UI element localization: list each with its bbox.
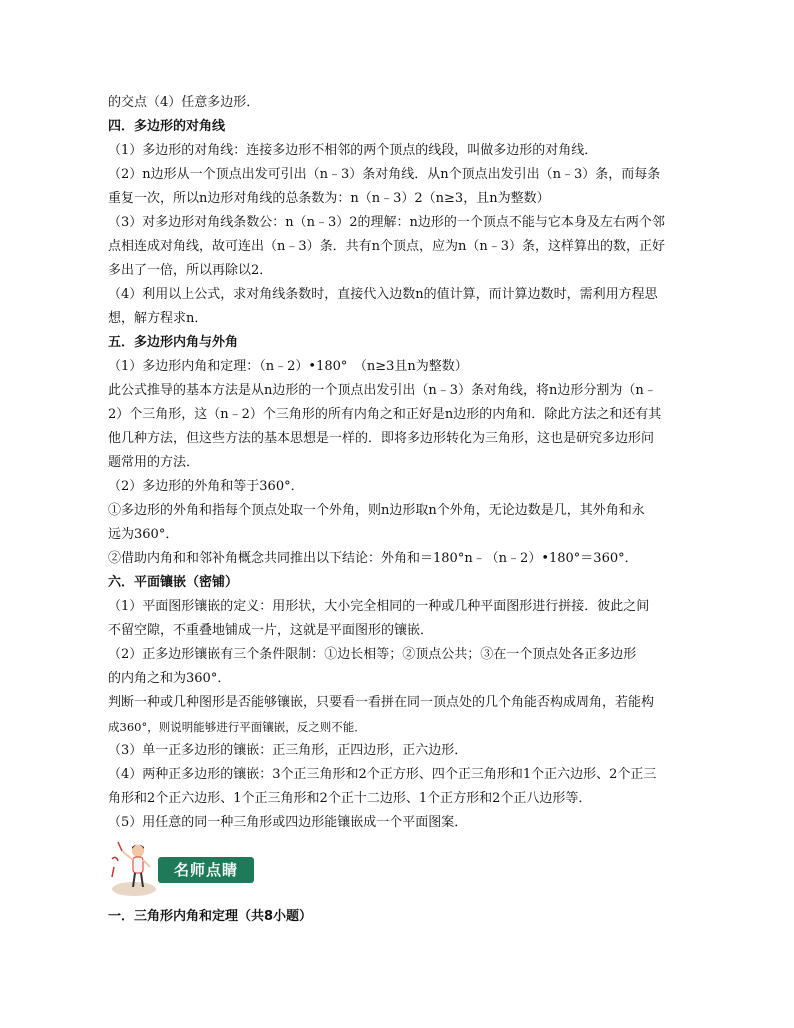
text-line: 角形和2个正六边形、1个正三角形和2个正十二边形、1个正方形和2个正八边形等． (108, 791, 592, 806)
text-line: 判断一种或几种图形是否能够镶嵌，只要看一看拼在同一顶点处的几个角能否构成周角，若能构 (108, 695, 655, 710)
text-line: 多出了一倍，所以再除以2． (108, 263, 273, 278)
text-line: （1）平面图形镶嵌的定义：用形状，大小完全相同的一种或几种平面图形进行拼接．彼此之间 (108, 599, 650, 614)
text-line: 的交点（4）任意多边形． (108, 95, 260, 110)
text-line: 成360°，则说明能够进行平面镶嵌，反之则不能． (108, 720, 366, 734)
text-line: （2）多边形的外角和等于360°． (108, 479, 304, 494)
text-line: 题常用的方法． (108, 455, 200, 470)
text-line: （5）用任意的同一种三角形或四边形能镶嵌成一个平面图案． (108, 815, 468, 830)
text-line: （2）n边形从一个顶点出发可引出（n﹣3）条对角线．从n个顶点出发引出（n﹣3）条，而每条 (108, 167, 661, 182)
text-line: 重复一次，所以n边形对角线的总条数为：n（n﹣3）2（n≥3，且n为整数） (108, 191, 550, 206)
section-heading-1: 一．三角形内角和定理（共8小题） (108, 909, 313, 924)
text-line: （4）两种正多边形的镶嵌：3个正三角形和2个正方形、四个正三角形和1个正六边形、2个正三 (108, 767, 657, 782)
text-line: 此公式推导的基本方法是从n边形的一个顶点出发引出（n﹣3）条对角线，将n边形分割为（n﹣ (108, 383, 657, 398)
section-heading-5: 五．多边形内角与外角 (108, 335, 239, 350)
text-line: 2）个三角形，这（n﹣2）个三角形的所有内角之和正好是n边形的内角和．除此方法之和还有其 (108, 407, 662, 422)
banner-title: 名师点睛 (158, 857, 254, 883)
text-line: ①多边形的外角和指每个顶点处取一个外角，则n边形取n个外角，无论边数是几，其外角和永 (108, 503, 645, 518)
text-line: （2）正多边形镶嵌有三个条件限制：①边长相等；②顶点公共；③在一个顶点处各正多边形 (108, 647, 637, 662)
text-line: ②借助内角和和邻补角概念共同推出以下结论：外角和＝180°n﹣（n﹣2）•180°＝360°． (108, 551, 638, 566)
text-line: 想，解方程求n． (108, 311, 208, 326)
text-line: （3）单一正多边形的镶嵌：正三角形，正四边形，正六边形． (108, 743, 468, 758)
text-line: 远为360°． (108, 527, 179, 542)
section-heading-4: 四．多边形的对角线 (108, 119, 226, 134)
text-line: 不留空隙，不重叠地铺成一片，这就是平面图形的镶嵌． (108, 623, 434, 638)
text-line: 的内角之和为360°． (108, 671, 231, 686)
tips-banner (108, 837, 696, 899)
section-heading-6: 六．平面镶嵌（密铺） (108, 575, 239, 590)
text-line: （1）多边形的对角线：连接多边形不相邻的两个顶点的线段，叫做多边形的对角线． (108, 143, 598, 158)
text-line: 他几种方法，但这些方法的基本思想是一样的．即将多边形转化为三角形，这也是研究多边形问 (108, 431, 655, 446)
text-line: （4）利用以上公式，求对角线条数时，直接代入边数n的值计算，而计算边数时，需利用方程思 (108, 287, 658, 302)
text-line: 点相连成对角线，故可连出（n﹣3）条．共有n个顶点，应为n（n﹣3）条，这样算出的数，正好 (108, 239, 666, 254)
text-line: （1）多边形内角和定理：（n﹣2）•180° （n≥3且n为整数） (108, 359, 468, 374)
document-page (108, 91, 696, 929)
text-line: （3）对多边形对角线条数公：n（n﹣3）2的理解：n边形的一个顶点不能与它本身及左右两个邻 (108, 215, 665, 230)
